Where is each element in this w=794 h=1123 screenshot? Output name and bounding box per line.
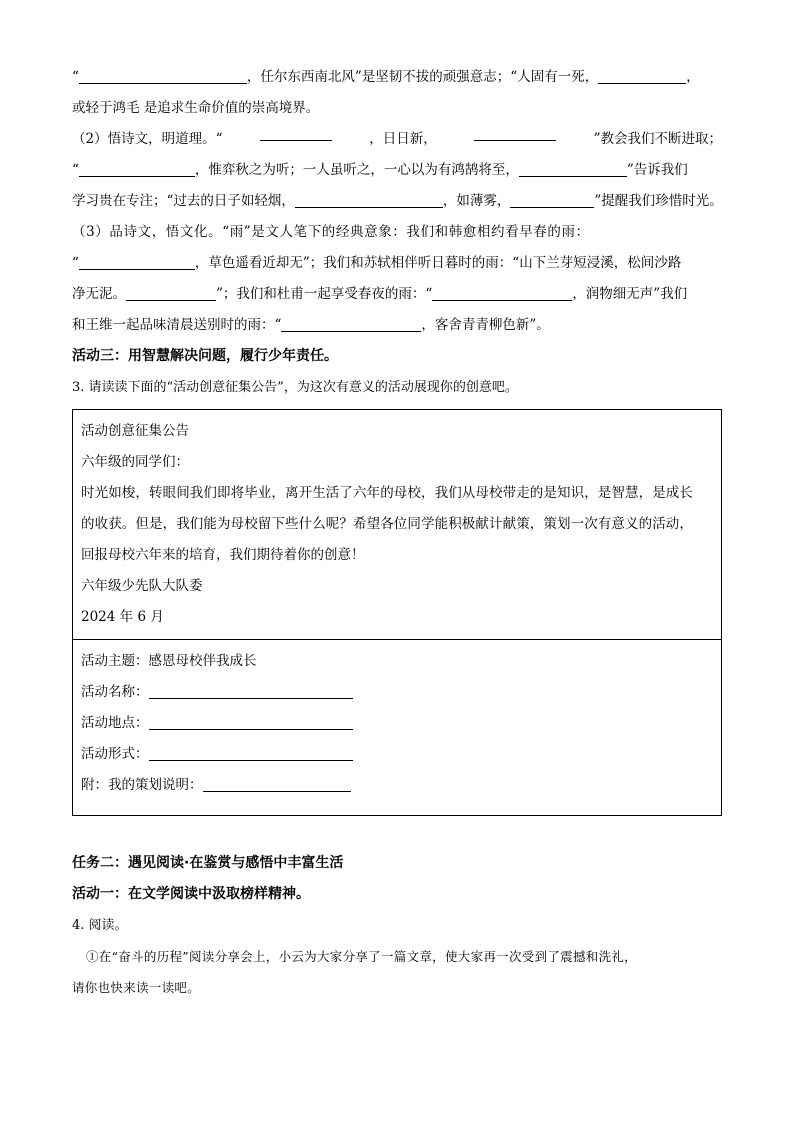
answer-blank[interactable] — [281, 315, 421, 332]
form-theme: 活动主题：感恩母校伴我成长 — [81, 653, 257, 669]
poem-line-8: 净无泥。 ”；我们和杜甫一起享受春夜的雨：“ ，润物细无声”我们 — [72, 286, 688, 302]
answer-blank[interactable] — [126, 284, 216, 301]
notice-greeting: 六年级的同学们： — [81, 454, 189, 470]
notice-body-line-1: 时光如梭，转眼间我们即将毕业，离开生活了六年的母校，我们从母校带走的是知识，是智慧，是成长 — [81, 485, 693, 501]
notice-title: 活动创意征集公告 — [81, 423, 189, 439]
plan-form — [73, 640, 721, 815]
answer-blank[interactable] — [510, 191, 594, 208]
notice-signature: 六年级少先队大队委 — [81, 578, 203, 594]
notice-body-line-3: 回报母校六年来的培育，我们期待着你的创意！ — [81, 547, 365, 563]
task2-heading: 任务二：遇见阅读·在鉴赏与感悟中丰富生活 — [72, 855, 344, 871]
poem-line-5: 学习贵在专注；“过去的日子如轻烟， ，如薄雾， ”提醒我们珍惜时光。 — [72, 193, 723, 209]
form-row-format — [81, 739, 713, 770]
activity1-heading: 活动一：在文学阅读中汲取榜样精神。 — [72, 886, 310, 902]
activity-place-field[interactable] — [149, 713, 353, 730]
name-label: 活动名称： — [81, 684, 149, 700]
activity3-heading: 活动三：用智慧解决问题，履行少年责任。 — [72, 348, 338, 364]
answer-blank[interactable] — [598, 67, 686, 84]
document-page — [72, 62, 722, 1003]
answer-blank[interactable] — [474, 124, 556, 141]
notice-body-line-2: 的收获。但是，我们能为母校留下些什么呢？希望各位同学能积极献计献策，策划一次有意义的活动， — [81, 516, 693, 532]
activity-name-field[interactable] — [149, 682, 353, 699]
form-row-place — [81, 708, 713, 739]
answer-blank[interactable] — [519, 160, 627, 177]
poem-line-7: “ ，草色遥看近却无”；我们和苏轼相伴听日暮时的雨：“山下兰芽短浸溪，松间沙路 — [72, 255, 682, 271]
reading-intro-line-1: ①在“奋斗的历程”阅读分享会上，小云为大家分享了一篇文章，使大家再一次受到了震撼和洗礼， — [86, 949, 637, 964]
activity-format-field[interactable] — [149, 744, 353, 761]
answer-blank[interactable] — [79, 253, 195, 270]
poem-line-1: “ ，任尔东西南北风”是坚韧不拔的顽强意志；“人固有一死， ， — [72, 69, 700, 85]
poem-line-2: 或轻于鸿毛 是追求生命价值的崇高境界。 — [72, 100, 320, 116]
notice-date: 2024 年 6 月 — [81, 609, 164, 625]
answer-blank[interactable] — [432, 284, 572, 301]
poem-line-6: （3）品诗文，悟文化。“雨”是文人笔下的经典意象：我们和韩愈相约看早春的雨： — [72, 224, 590, 240]
format-label: 活动形式： — [81, 746, 149, 762]
poem-line-4: “ ，惟弈秋之为听；一人虽听之，一心以为有鸿鹄将至， ”告诉我们 — [72, 162, 688, 178]
poem-line-9: 和王维一起品味清晨送别时的雨：“ ，客舍青青柳色新”。 — [72, 317, 550, 333]
reading-intro-line-2: 请你也快来读一读吧。 — [72, 980, 201, 995]
place-label: 活动地点： — [81, 715, 149, 731]
form-row-note — [81, 770, 713, 801]
answer-blank[interactable] — [79, 67, 247, 84]
notice-section — [73, 410, 721, 640]
question-4-prompt: 4. 阅读。 — [72, 918, 128, 933]
form-row-name — [81, 677, 713, 708]
activity-notice-box — [72, 409, 722, 816]
answer-blank[interactable] — [295, 191, 443, 208]
answer-blank[interactable] — [79, 160, 195, 177]
answer-blank[interactable] — [260, 124, 332, 141]
plan-note-field[interactable] — [203, 775, 351, 792]
note-label: 附：我的策划说明： — [81, 777, 203, 793]
poem-line-3: （2）悟诗文，明道理。“ ，日日新， ”教会我们不断进取； — [72, 124, 722, 155]
question-3-prompt: 3. 请读读下面的“活动创意征集公告”，为这次有意义的活动展现你的创意吧。 — [72, 380, 518, 395]
